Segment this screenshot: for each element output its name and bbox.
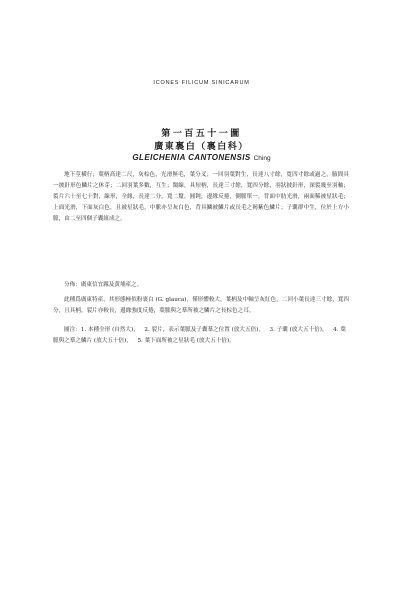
legend-paragraph (53, 325, 349, 347)
distribution-label: 分佈： (64, 282, 81, 288)
remarks-paragraph: 此種爲廣東特產，其形態極似粉裏白 (G. glauca)，僅形體較大，葉柄及中軸呈灰紅色，二回小葉長達三寸餘，寬四分，且具柄，裂片亦較長，邊緣強度反捲，葉脈與之羣所被之鱗片之長棕色之耳。 (53, 297, 349, 314)
description-paragraph: 地下莖橫行；葉柄高達二尺，灰棕色，光滑無毛，葉分叉；一回羽葉對生，長達八寸餘，寬四寸餘或過之，腋間具一披針形色鱗片之休芽；二回羽葉多數，互生；闊線，具短柄，長達三寸餘，寬四分餘，羽狀披針形，深裂幾至羽軸；裂片六十至七十對，線形，全緣，長達二分，寬二釐，圓鈍，邊緣反捲，側脈單一，背面中肋光滑，兩面稀被星狀毛；上面光滑，下面灰白色，且被星狀毛，中脈亦呈灰白色，背具鱗被鱗片或長毛之褐紫色鱗片；子囊群中生，位於上方小脈，由二至四個子囊組成之。 (53, 172, 349, 222)
remarks-section (53, 295, 349, 317)
legend-item: 1. 本種全形 (自然大)， (80, 327, 139, 333)
plate-title: 第一百五十一圖 (161, 129, 242, 139)
running-head: ICONES FILICUM SINICARUM (153, 80, 250, 86)
distribution-paragraph (53, 280, 349, 291)
latin-binomial: GLEICHENIA CANTONENSIS (132, 153, 251, 162)
species-latin-name (0, 153, 403, 162)
legend-item: 5. 葉下面所被之星狀毛 (放大五十倍)。 (137, 338, 235, 344)
species-description (53, 170, 349, 225)
species-chinese-name: 廣東裏白（裏白科） (154, 142, 249, 152)
distribution-section (53, 280, 349, 291)
legend-item: 4. 葉脈與之羣之鱗片 (放大五十倍)， (53, 327, 346, 344)
legend-item: 3. 子囊 (放大五十倍)， (269, 327, 328, 333)
legend-item: 2. 裂片，表示葉脈及子囊羣之位置 (放大五倍)， (144, 327, 264, 333)
figure-legend (53, 325, 349, 347)
legend-label: 圖注： (64, 327, 81, 333)
distribution-text: 廣東信宜縣及黃埔產之。 (80, 282, 143, 288)
latin-author: Ching (253, 155, 271, 162)
